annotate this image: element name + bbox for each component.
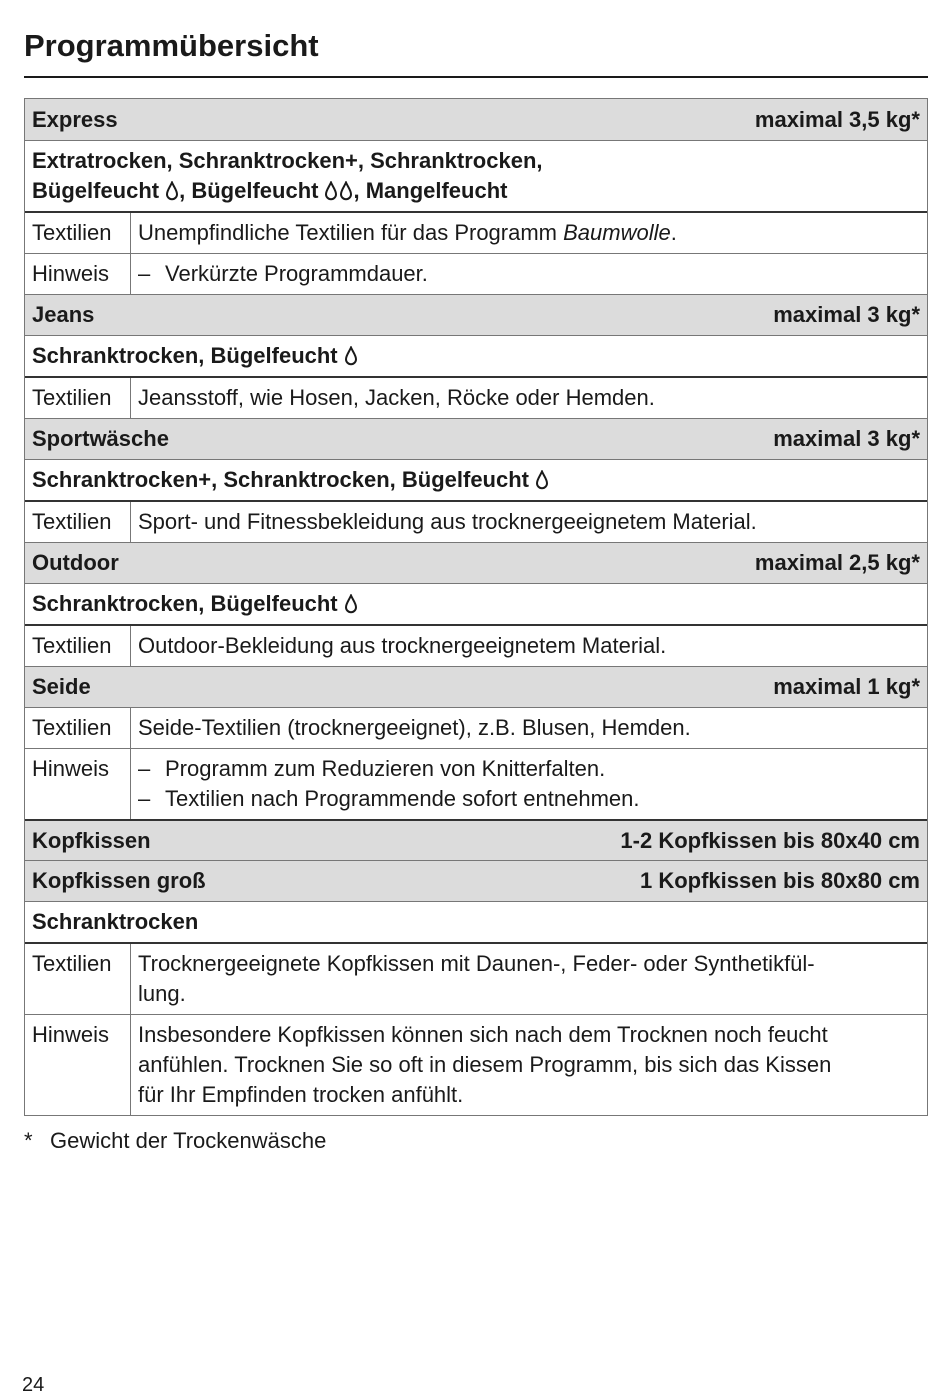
row-value: Jeansstoff, wie Hosen, Jacken, Röcke oder Hemden. <box>138 385 655 410</box>
row-label: Textilien <box>25 944 131 1014</box>
program-levels-kopfkissen: Schranktrocken <box>25 901 927 942</box>
row-label: Hinweis <box>25 254 131 294</box>
row-label: Textilien <box>25 378 131 418</box>
textilien-row <box>25 376 927 418</box>
program-name: Kopfkissen groß <box>32 868 206 893</box>
drop-icon <box>344 346 358 366</box>
program-load: maximal 2,5 kg* <box>754 550 920 575</box>
program-name: Express <box>32 106 118 132</box>
row-label: Hinweis <box>25 1015 131 1115</box>
levels-line: Extratrocken, Schranktrocken+, Schranktrocken, <box>32 148 543 173</box>
row-value: Trocknergeeignete Kopfkissen mit Daunen-, Feder- oder Synthetikfül- lung. <box>138 951 815 1006</box>
program-header-kopfkissen-gross <box>25 860 927 901</box>
row-label: Textilien <box>25 502 131 542</box>
program-header-jeans <box>25 294 927 335</box>
row-value: Unempfindliche Textilien für das Programm Baumwolle. <box>138 220 677 245</box>
row-label: Hinweis <box>25 749 131 819</box>
footnote-text: Gewicht der Trockenwäsche <box>50 1128 327 1153</box>
row-value: – Verkürzte Programmdauer. <box>138 261 428 286</box>
program-levels-jeans: Schranktrocken, Bügelfeucht <box>25 335 927 376</box>
program-table <box>24 98 928 1116</box>
program-name: Jeans <box>32 302 95 327</box>
program-load: 1 Kopfkissen bis 80x80 cm <box>639 868 920 893</box>
row-label: Textilien <box>25 626 131 666</box>
program-header-express <box>25 99 927 140</box>
program-name: Outdoor <box>32 550 119 575</box>
page-number: 24 <box>22 1374 45 1396</box>
row-value: Seide-Textilien (trocknergeeignet), z.B. Blusen, Hemden. <box>138 715 691 740</box>
footnote <box>24 1126 326 1156</box>
drop-icon <box>339 181 353 201</box>
levels-line: Bügelfeucht , Bügelfeucht , Mangelfeucht <box>32 178 508 203</box>
program-header-outdoor <box>25 542 927 583</box>
row-value: Sport- und Fitnessbekleidung aus trocknergeeignetem Material. <box>138 509 757 534</box>
footnote-mark: * <box>24 1128 33 1153</box>
program-levels-sport: Schranktrocken+, Schranktrocken, Bügelfeucht <box>25 459 927 500</box>
program-load: maximal 3,5 kg* <box>754 106 920 132</box>
drop-icon <box>535 470 549 490</box>
textilien-row <box>25 500 927 542</box>
hinweis-row <box>25 253 927 294</box>
textilien-row <box>25 211 927 253</box>
program-name: Kopfkissen <box>32 827 151 853</box>
program-name: Seide <box>32 674 91 699</box>
program-header-seide <box>25 666 927 707</box>
row-label: Textilien <box>25 708 131 748</box>
drop-icon <box>165 181 179 201</box>
program-header-sport <box>25 418 927 459</box>
textilien-row <box>25 942 927 1014</box>
row-value: Outdoor-Bekleidung aus trocknergeeignetem Material. <box>138 633 667 658</box>
program-load: maximal 1 kg* <box>773 674 920 699</box>
program-levels-outdoor: Schranktrocken, Bügelfeucht <box>25 583 927 624</box>
program-name: Sportwäsche <box>32 426 169 451</box>
drop-icon <box>344 594 358 614</box>
program-load: maximal 3 kg* <box>773 302 920 327</box>
row-value: – Programm zum Reduzieren von Knitterfalten. – Textilien nach Programmende sofort entnehmen. <box>138 756 640 811</box>
textilien-row <box>25 624 927 666</box>
page-title: Programmübersicht <box>24 28 319 63</box>
program-header-kopfkissen <box>25 819 927 860</box>
textilien-row <box>25 707 927 748</box>
hinweis-row <box>25 1014 927 1115</box>
row-value: Insbesondere Kopfkissen können sich nach dem Trocknen noch feucht anfühlen. Trocknen Sie so oft in diesem Programm, bis sich das Kissen für Ihr Empfinden trocken anfühlt. <box>138 1022 832 1107</box>
program-levels-express <box>25 140 927 211</box>
drop-icon <box>324 181 338 201</box>
title-divider <box>24 76 928 78</box>
row-label: Textilien <box>25 213 131 253</box>
hinweis-row <box>25 748 927 819</box>
program-load: 1-2 Kopfkissen bis 80x40 cm <box>620 827 920 853</box>
program-load: maximal 3 kg* <box>773 426 920 451</box>
